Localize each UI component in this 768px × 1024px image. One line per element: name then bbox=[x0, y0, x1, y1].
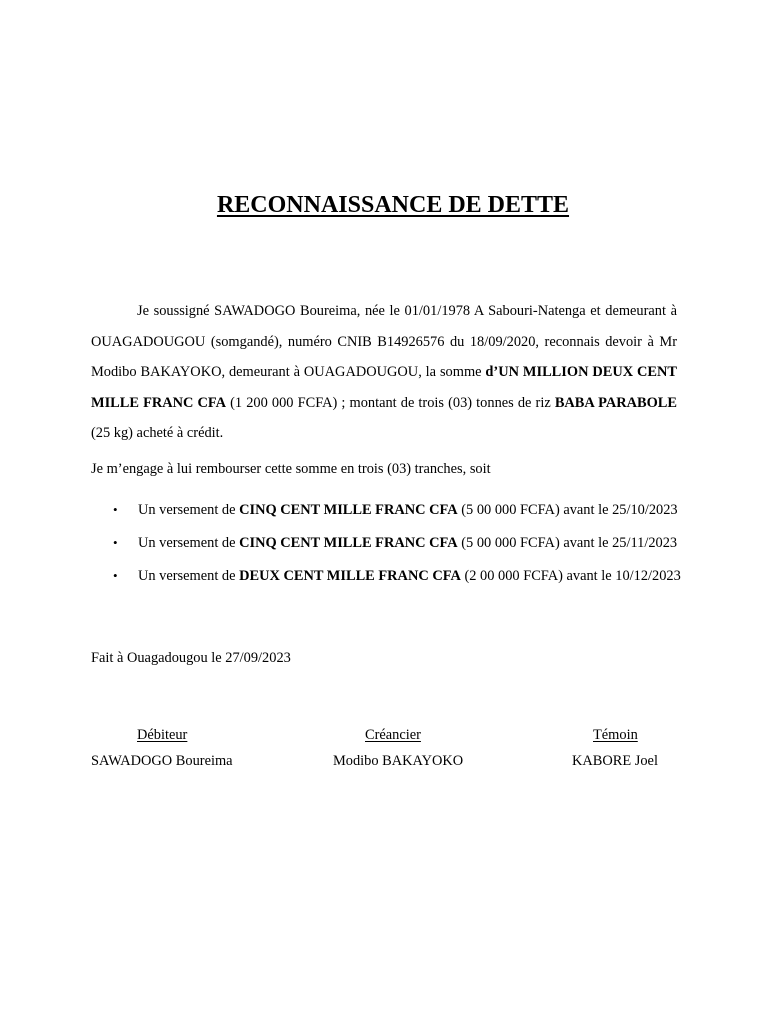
installment-suffix: (5 00 000 FCFA) avant le 25/10/2023 bbox=[457, 502, 678, 518]
installment-suffix: (5 00 000 FCFA) avant le 25/11/2023 bbox=[457, 535, 678, 551]
installment-amount-words: CINQ CENT MILLE FRANC CFA bbox=[239, 502, 458, 518]
debt-acknowledgement-paragraph bbox=[91, 296, 677, 449]
amount-in-words: d’UN MILLION DEUX CENT MILLE FRANC CFA bbox=[91, 364, 677, 411]
installment-item bbox=[91, 568, 711, 601]
paragraph-text-3: (25 kg) acheté à crédit. bbox=[91, 425, 224, 442]
installment-amount-words: DEUX CENT MILLE FRANC CFA bbox=[239, 568, 461, 584]
product-name: BABA PARABOLE bbox=[554, 394, 677, 411]
creditor-label: Créancier bbox=[365, 727, 421, 743]
paragraph-text-1: Je soussigné SAWADOGO Boureima, née le 01/01/1978 A Sabouri-Natenga et demeurant à OUAGADOUGOU (somgandé), numéro CNIB B14926576 du 18/09/2020, reconnais devoir à Mr Modibo BAKAYOKO, demeurant à OUAGADOUGOU, la somme bbox=[91, 303, 677, 381]
installment-list bbox=[91, 502, 711, 601]
creditor-name: Modibo BAKAYOKO bbox=[333, 753, 464, 769]
installment-prefix: Un versement de bbox=[138, 502, 240, 518]
paragraph-text-2: (1 200 000 FCFA) ; montant de trois (03) tonnes de riz bbox=[226, 394, 555, 411]
installment-item bbox=[91, 502, 711, 535]
installment-amount-words: CINQ CENT MILLE FRANC CFA bbox=[239, 535, 458, 551]
installment-item bbox=[91, 535, 711, 568]
witness-label: Témoin bbox=[593, 727, 638, 743]
bullet-icon: • bbox=[113, 568, 118, 583]
installment-prefix: Un versement de bbox=[138, 568, 240, 584]
bullet-icon: • bbox=[113, 535, 118, 550]
debtor-label: Débiteur bbox=[137, 727, 188, 743]
engagement-statement: Je m’engage à lui rembourser cette somme en trois (03) tranches, soit bbox=[91, 461, 491, 477]
bullet-icon: • bbox=[113, 502, 118, 517]
witness-name: KABORE Joel bbox=[572, 753, 658, 769]
place-and-date: Fait à Ouagadougou le 27/09/2023 bbox=[91, 650, 291, 666]
debtor-name: SAWADOGO Boureima bbox=[91, 753, 233, 769]
installment-suffix: (2 00 000 FCFA) avant le 10/12/2023 bbox=[460, 568, 681, 584]
installment-prefix: Un versement de bbox=[138, 535, 240, 551]
document-title: RECONNAISSANCE DE DETTE bbox=[216, 192, 570, 218]
